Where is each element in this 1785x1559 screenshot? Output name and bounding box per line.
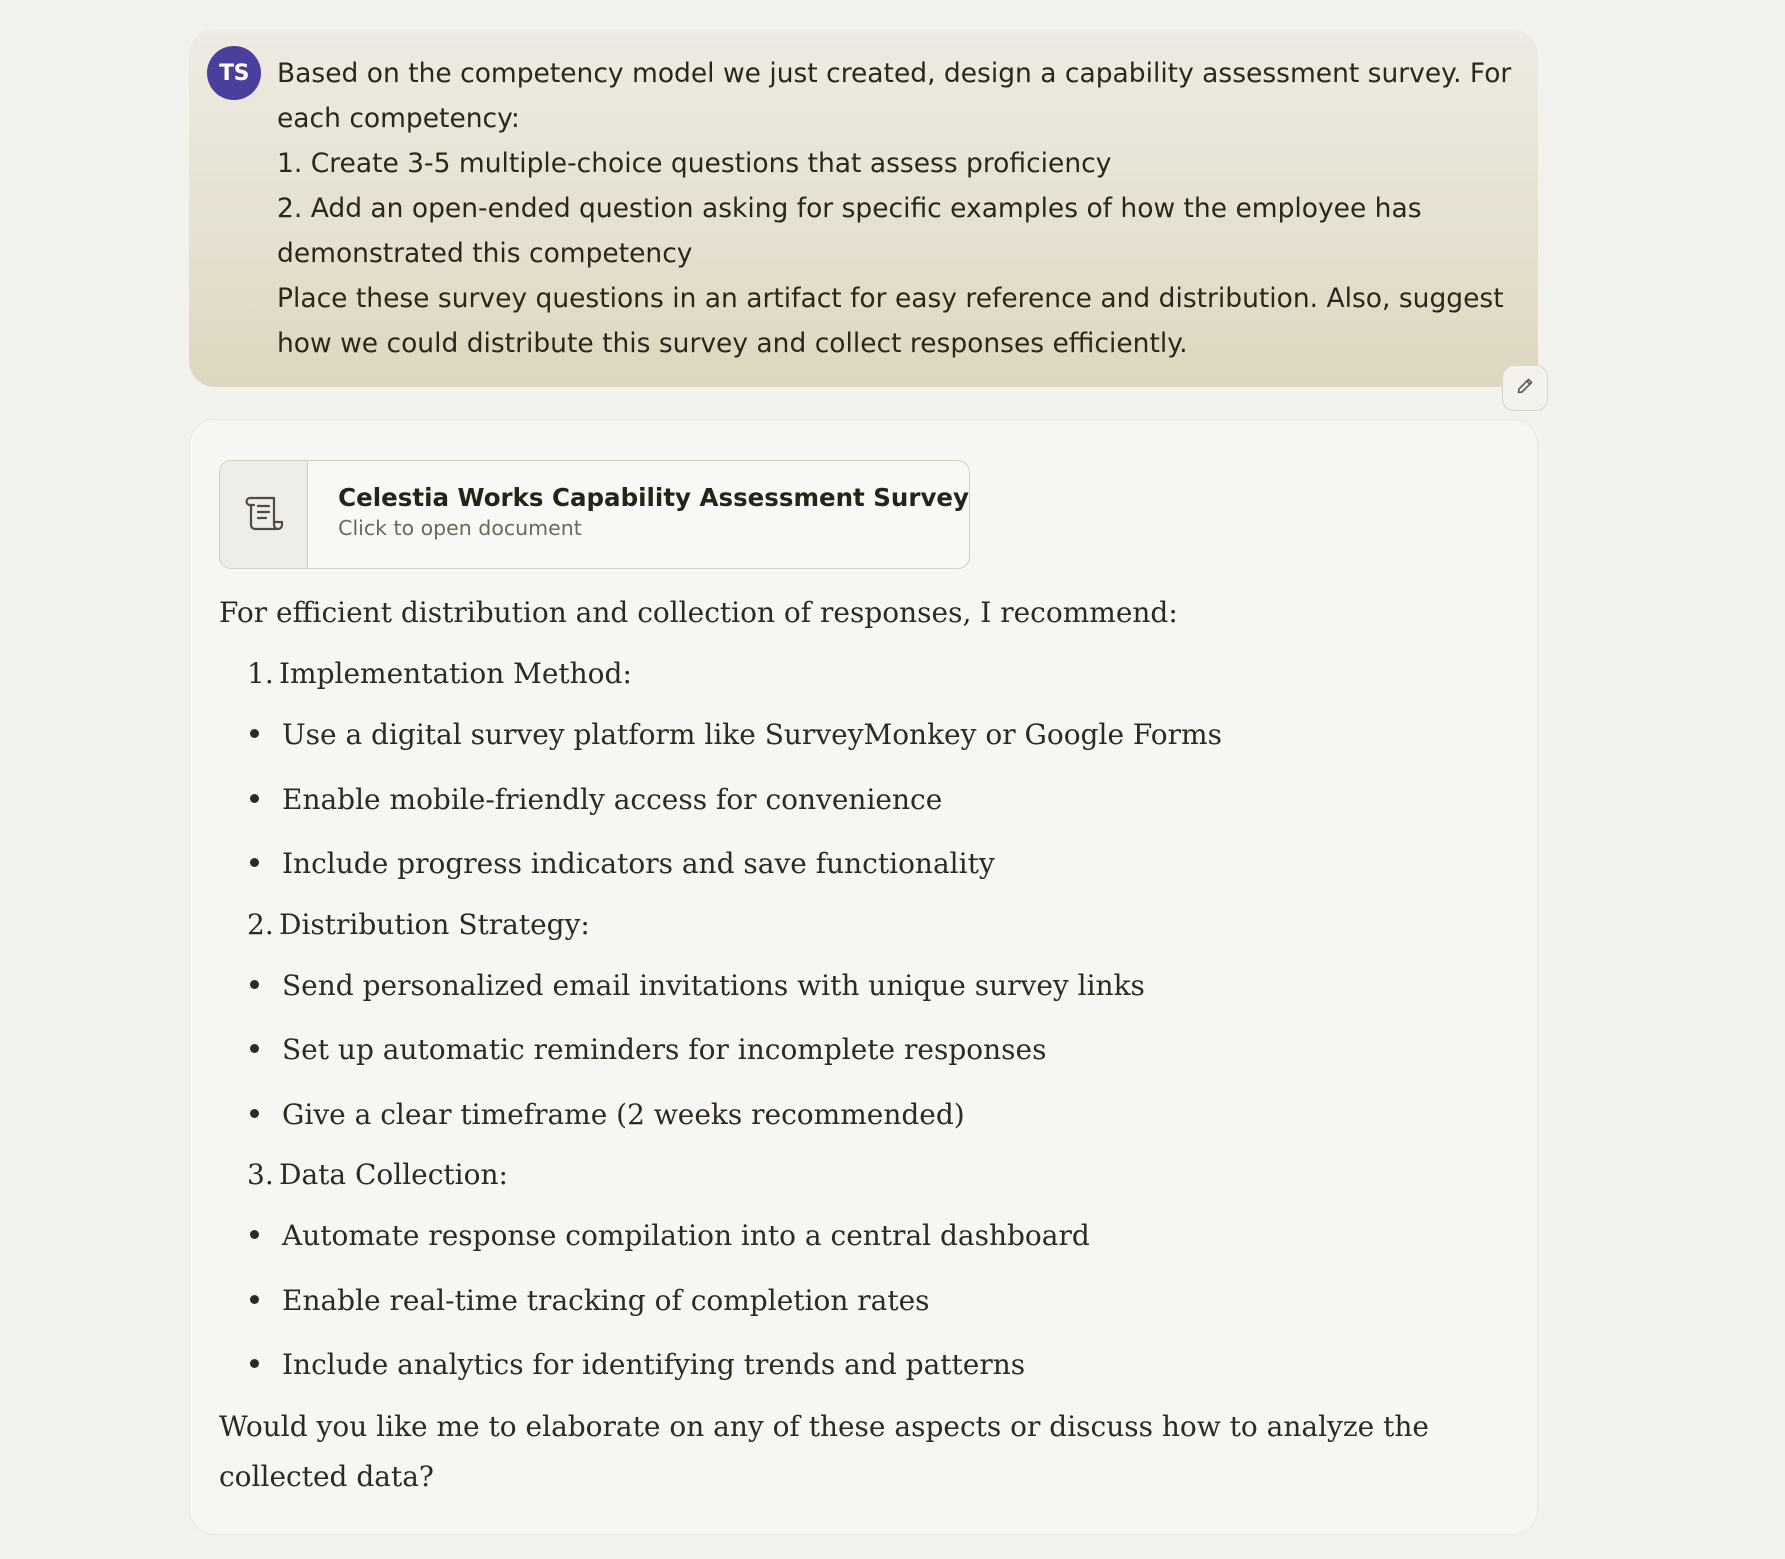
user-message-line: how we could distribute this survey and collect responses efficiently. xyxy=(277,328,1188,359)
response-outro-line: Would you like me to elaborate on any of these aspects or discuss how to analyze the xyxy=(219,1410,1429,1443)
bullet-dot xyxy=(250,858,259,867)
edit-message-button[interactable] xyxy=(1502,365,1548,411)
list-item xyxy=(247,839,995,889)
user-message-line: Place these survey questions in an artifact for easy reference and distribution. Also, suggest xyxy=(277,283,1504,314)
list-item xyxy=(247,775,942,825)
section-heading xyxy=(247,900,590,950)
artifact-icon-container xyxy=(220,461,308,568)
section-heading-text: Data Collection: xyxy=(279,1158,508,1191)
list-item xyxy=(247,1025,1046,1075)
bullet-dot xyxy=(250,1109,259,1118)
bullet-dot xyxy=(250,1359,259,1368)
section-heading xyxy=(247,1150,508,1200)
bullet-dot xyxy=(250,794,259,803)
list-item xyxy=(247,710,1222,760)
user-message-line: 2. Add an open-ended question asking for specific examples of how the employee has xyxy=(277,193,1422,224)
response-outro xyxy=(219,1402,1429,1502)
section-number: 1. xyxy=(247,657,274,690)
bullet-dot xyxy=(250,1044,259,1053)
section-heading-text: Distribution Strategy: xyxy=(279,908,590,941)
bullet-dot xyxy=(250,980,259,989)
scroll-document-icon xyxy=(242,491,286,539)
section-number: 2. xyxy=(247,908,274,941)
user-message-line: demonstrated this competency xyxy=(277,238,693,269)
list-item-text: Automate response compilation into a central dashboard xyxy=(282,1219,1090,1252)
section-number: 3. xyxy=(247,1158,274,1191)
bullet-dot xyxy=(250,729,259,738)
artifact-subtitle: Click to open document xyxy=(338,516,582,540)
response-outro-line: collected data? xyxy=(219,1460,434,1493)
bullet-dot xyxy=(250,1295,259,1304)
list-item xyxy=(247,1340,1025,1390)
list-item-text: Enable real-time tracking of completion rates xyxy=(282,1284,930,1317)
list-item xyxy=(247,961,1145,1011)
user-message-line: Based on the competency model we just created, design a capability assessment survey. For xyxy=(277,58,1512,89)
list-item xyxy=(247,1211,1090,1261)
list-item-text: Set up automatic reminders for incomplete responses xyxy=(282,1033,1047,1066)
artifact-title: Celestia Works Capability Assessment Survey xyxy=(338,483,969,512)
bullet-dot xyxy=(250,1230,259,1239)
pencil-icon xyxy=(1515,376,1535,400)
list-item-text: Give a clear timeframe (2 weeks recommended) xyxy=(282,1098,965,1131)
avatar[interactable]: TS xyxy=(207,46,261,100)
user-message-line: 1. Create 3-5 multiple-choice questions that assess proficiency xyxy=(277,148,1112,179)
section-heading xyxy=(247,649,632,699)
list-item-text: Include progress indicators and save functionality xyxy=(282,847,995,880)
response-intro: For efficient distribution and collection of responses, I recommend: xyxy=(219,596,1178,629)
assistant-message xyxy=(189,419,1538,1535)
artifact-text xyxy=(308,461,969,568)
user-message-line: each competency: xyxy=(277,103,520,134)
list-item-text: Enable mobile-friendly access for convenience xyxy=(282,783,943,816)
section-heading-text: Implementation Method: xyxy=(279,657,632,690)
user-message xyxy=(189,29,1538,387)
list-item xyxy=(247,1090,965,1140)
list-item-text: Send personalized email invitations with unique survey links xyxy=(282,969,1145,1002)
artifact-card[interactable] xyxy=(219,460,970,569)
list-item-text: Include analytics for identifying trends and patterns xyxy=(282,1348,1026,1381)
list-item-text: Use a digital survey platform like SurveyMonkey or Google Forms xyxy=(282,718,1222,751)
list-item xyxy=(247,1276,930,1326)
